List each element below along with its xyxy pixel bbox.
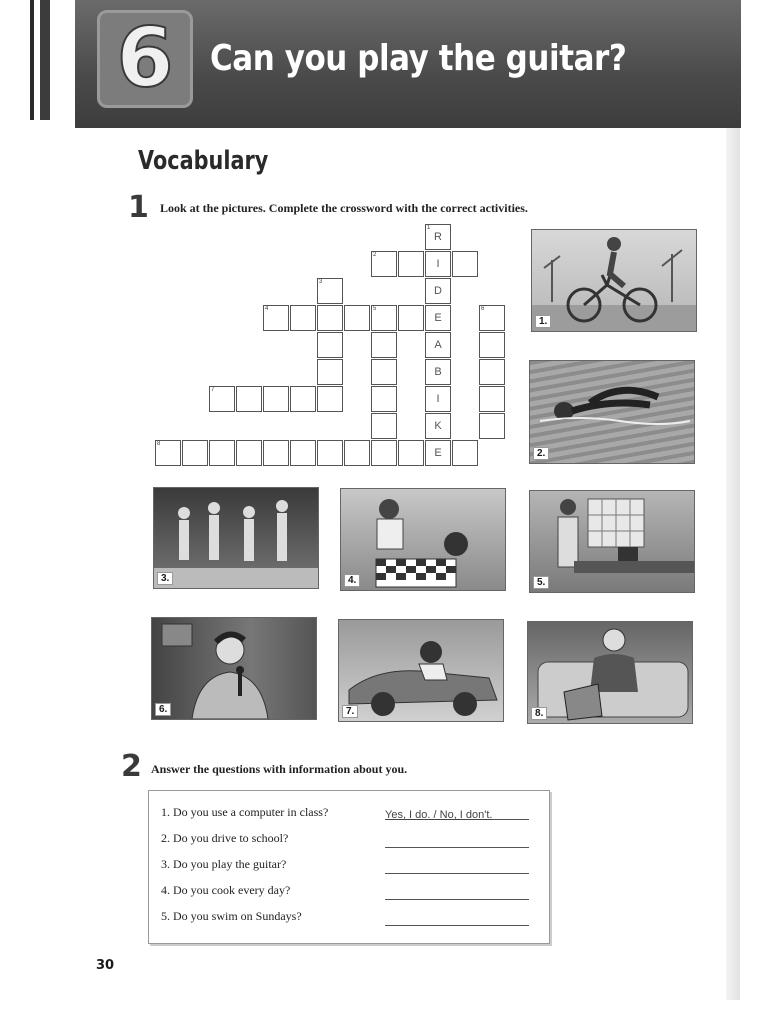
exercise-instruction: Look at the pictures. Complete the crossword with the correct activities. xyxy=(160,201,528,215)
crossword-cell[interactable] xyxy=(344,305,370,331)
crossword-cell[interactable] xyxy=(317,386,343,412)
answer-line[interactable] xyxy=(385,859,529,874)
crossword-cell[interactable] xyxy=(317,332,343,358)
crossword-clue-number: 3 xyxy=(319,279,323,285)
question: 5. Do you swim on Sundays? xyxy=(161,909,302,923)
crossword-clue-number: 8 xyxy=(157,441,161,447)
crossword-cell[interactable] xyxy=(371,332,397,358)
crossword-cell[interactable] xyxy=(398,251,424,277)
picture-label: 5. xyxy=(533,576,549,589)
crossword-cell[interactable] xyxy=(398,440,424,466)
page-number: 30 xyxy=(96,958,115,973)
crossword-clue-number: 2 xyxy=(373,252,377,258)
unit-number: 6 xyxy=(116,11,174,106)
crossword-cell[interactable] xyxy=(290,305,316,331)
binding-edge xyxy=(30,0,34,120)
crossword-clue-number: 1 xyxy=(427,225,431,231)
section-title: Vocabulary xyxy=(138,146,269,176)
laptop-user-icon xyxy=(528,622,692,723)
crossword-cell[interactable]: E xyxy=(425,440,451,466)
questions-box xyxy=(148,790,550,944)
picture-label: 3. xyxy=(157,572,173,585)
example-answer: Yes, I do. / No, I don't. xyxy=(385,809,493,821)
picture-play-chess xyxy=(340,488,506,591)
question: 3. Do you play the guitar? xyxy=(161,857,287,871)
crossword-cell[interactable] xyxy=(344,440,370,466)
crossword-cell[interactable]: I xyxy=(425,386,451,412)
crossword-cell[interactable] xyxy=(371,386,397,412)
crossword-cell[interactable] xyxy=(263,386,289,412)
crossword-cell[interactable] xyxy=(452,251,478,277)
picture-cook xyxy=(529,490,695,593)
crossword-cell[interactable]: D xyxy=(425,278,451,304)
unit-header xyxy=(75,0,741,128)
picture-label: 6. xyxy=(155,703,171,716)
crossword-cell[interactable] xyxy=(290,386,316,412)
picture-label: 4. xyxy=(344,574,360,587)
crossword-clue-number: 4 xyxy=(265,306,269,312)
crossword-cell[interactable] xyxy=(452,440,478,466)
exercise-number: 1 xyxy=(128,190,149,225)
picture-drive xyxy=(338,619,504,722)
swimmer-icon xyxy=(530,361,694,463)
crossword-cell[interactable] xyxy=(290,440,316,466)
crossword-cell[interactable] xyxy=(182,440,208,466)
crossword-cell[interactable] xyxy=(371,413,397,439)
unit-number-box xyxy=(97,10,193,108)
exercise-number: 2 xyxy=(121,749,142,784)
picture-ride-bike xyxy=(531,229,697,332)
dancers-icon xyxy=(154,488,318,588)
crossword-cell[interactable] xyxy=(479,332,505,358)
picture-use-computer xyxy=(527,621,693,724)
cooking-icon xyxy=(530,491,694,592)
singer-icon xyxy=(152,618,316,719)
crossword-cell[interactable] xyxy=(398,305,424,331)
crossword-cell[interactable] xyxy=(317,440,343,466)
picture-dance xyxy=(153,487,319,589)
question: 4. Do you cook every day? xyxy=(161,883,291,897)
picture-label: 2. xyxy=(533,447,549,460)
picture-sing xyxy=(151,617,317,720)
crossword-cell[interactable] xyxy=(263,440,289,466)
crossword-cell[interactable] xyxy=(479,386,505,412)
crossword-cell[interactable]: K xyxy=(425,413,451,439)
picture-label: 1. xyxy=(535,315,551,328)
crossword-clue-number: 6 xyxy=(481,306,485,312)
crossword-cell[interactable] xyxy=(236,440,262,466)
crossword-cell[interactable]: A xyxy=(425,332,451,358)
crossword-cell[interactable] xyxy=(371,440,397,466)
crossword-cell[interactable]: I xyxy=(425,251,451,277)
answer-line[interactable] xyxy=(385,833,529,848)
picture-label: 7. xyxy=(342,705,358,718)
page-gutter xyxy=(726,0,740,1000)
chess-icon xyxy=(341,489,505,590)
crossword-cell[interactable]: B xyxy=(425,359,451,385)
cyclist-icon xyxy=(532,230,696,331)
exercise-instruction: Answer the questions with information about you. xyxy=(151,762,408,776)
crossword-cell[interactable] xyxy=(236,386,262,412)
crossword-cell[interactable] xyxy=(317,359,343,385)
crossword-cell[interactable] xyxy=(209,440,235,466)
crossword-cell[interactable]: R xyxy=(425,224,451,250)
crossword-cell[interactable] xyxy=(479,413,505,439)
picture-swim xyxy=(529,360,695,464)
question: 1. Do you use a computer in class? xyxy=(161,805,329,819)
crossword-cell[interactable]: E xyxy=(425,305,451,331)
binding-edge xyxy=(40,0,50,120)
crossword-clue-number: 5 xyxy=(373,306,377,312)
crossword-cell[interactable] xyxy=(317,305,343,331)
unit-title: Can you play the guitar? xyxy=(210,38,627,79)
answer-line[interactable] xyxy=(385,805,529,820)
answer-line[interactable] xyxy=(385,885,529,900)
crossword-cell[interactable] xyxy=(479,359,505,385)
crossword-clue-number: 7 xyxy=(211,387,215,393)
answer-line[interactable] xyxy=(385,911,529,926)
car-icon xyxy=(339,620,503,721)
crossword-cell[interactable] xyxy=(371,359,397,385)
picture-label: 8. xyxy=(531,707,547,720)
question: 2. Do you drive to school? xyxy=(161,831,289,845)
